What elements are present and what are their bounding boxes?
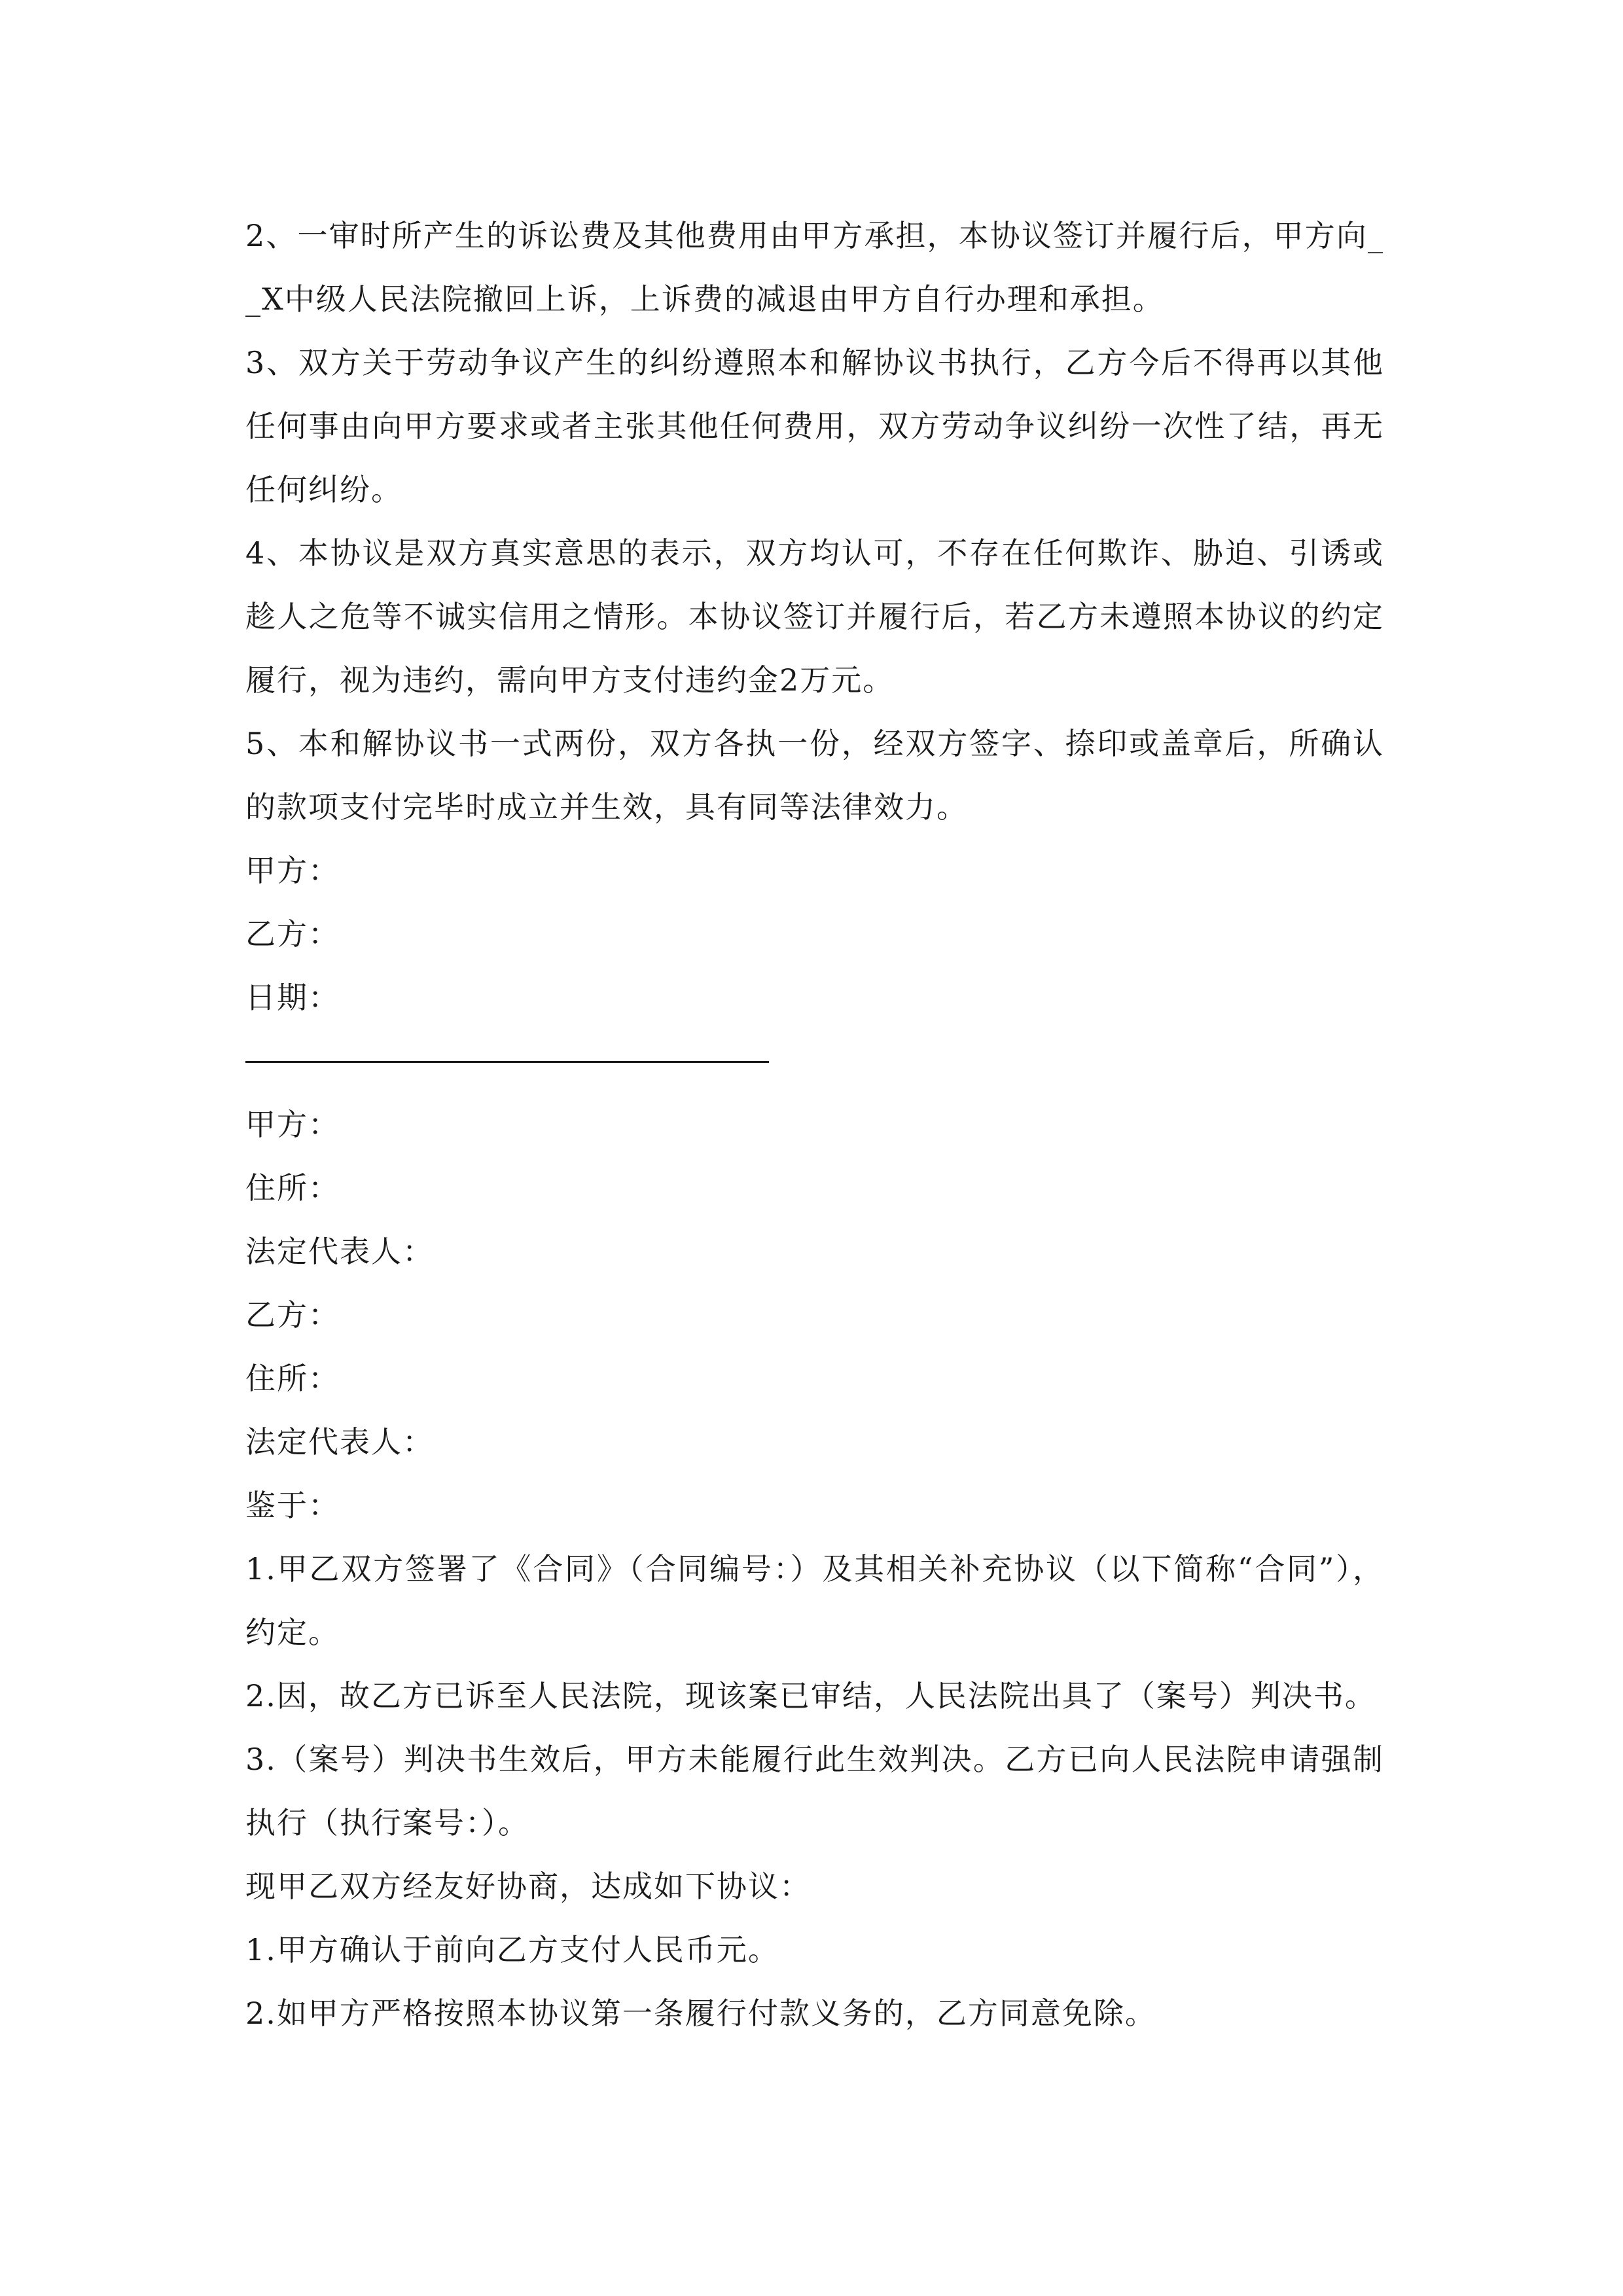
whereas-item-1: 1.甲乙双方签署了《合同》（合同编号：）及其相关补充协议（以下简称“合同”），约定。	[245, 1551, 1384, 1650]
party-b-address-label: 住所：	[245, 1361, 340, 1396]
party-a-address-label: 住所：	[245, 1170, 340, 1206]
whereas-item-2: 2.因，故乙方已诉至人民法院，现该案已审结，人民法院出具了（案号）判决书。	[245, 1678, 1376, 1713]
clause-2-litigation-costs: 2、一审时所产生的诉讼费及其他费用由甲方承担，本协议签订并履行后，甲方向__X中级人民法院撤回上诉，上诉费的减退由甲方自行办理和承担。	[245, 218, 1384, 317]
agreement-item-2: 2.如甲方严格按照本协议第一条履行付款义务的，乙方同意免除。	[245, 1996, 1156, 2031]
clause-3-dispute-settlement: 3、双方关于劳动争议产生的纠纷遵照本和解协议书执行，乙方今后不得再以其他任何事由向甲方要求或者主张其他任何费用，双方劳动争议纠纷一次性了结，再无任何纠纷。	[245, 345, 1384, 507]
section-separator	[245, 1030, 1384, 1093]
whereas-heading: 鉴于：	[245, 1488, 340, 1523]
agreement-intro: 现甲乙双方经友好协商，达成如下协议：	[245, 1869, 811, 1904]
document-body	[245, 204, 1384, 2045]
clause-5-effectiveness: 5、本和解协议书一式两份，双方各执一份，经双方签字、捺印或盖章后，所确认的款项支付完毕时成立并生效，具有同等法律效力。	[245, 726, 1384, 825]
party-b-signature-label: 乙方：	[245, 916, 340, 952]
party-a-label: 甲方：	[245, 1107, 340, 1142]
party-a-signature-label: 甲方：	[245, 853, 340, 888]
party-b-legal-rep-label: 法定代表人：	[245, 1424, 434, 1460]
date-label: 日期：	[245, 980, 340, 1015]
separator-text	[245, 1030, 769, 1093]
party-a-legal-rep-label: 法定代表人：	[245, 1234, 434, 1269]
whereas-item-3: 3.（案号）判决书生效后，甲方未能履行此生效判决。乙方已向人民法院申请强制执行（执行案号：）。	[245, 1742, 1384, 1840]
party-b-label: 乙方：	[245, 1297, 340, 1333]
agreement-item-1: 1.甲方确认于前向乙方支付人民币元。	[245, 1932, 779, 1967]
clause-4-true-intent: 4、本协议是双方真实意思的表示，双方均认可，不存在任何欺诈、胁迫、引诱或趁人之危等不诚实信用之情形。本协议签订并履行后，若乙方未遵照本协议的约定履行，视为违约，需向甲方支付违约金2万元。	[245, 535, 1384, 698]
